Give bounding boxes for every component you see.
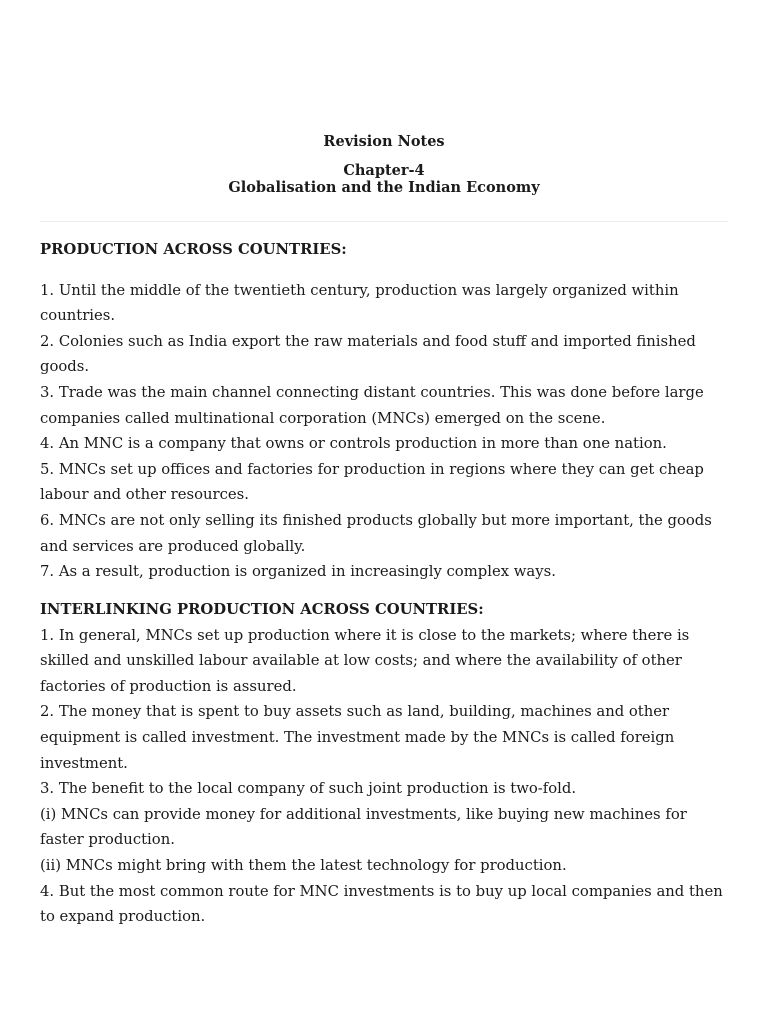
list-item: 5. MNCs set up offices and factories for production in regions where they can get cheap labour and other resources.: [40, 460, 704, 504]
document-title: Revision Notes: [323, 133, 445, 150]
list-item: 1. In general, MNCs set up production where it is close to the markets; where there is skilled and unskilled labour available at low costs; and where the availability of other factories of production is assured.: [40, 626, 690, 695]
section-production-across-countries: [40, 237, 728, 585]
header-divider: [40, 221, 728, 222]
list-item: 2. The money that is spent to buy assets such as land, building, machines and other equipment is called investment. The investment made by the MNCs is called foreign investment.: [40, 703, 675, 772]
list-item: 3. The benefit to the local company of such joint production is two-fold.: [40, 780, 577, 798]
chapter-subtitle: Globalisation and the Indian Economy: [228, 179, 540, 196]
list-item: 7. As a result, production is organized in increasingly complex ways.: [40, 563, 556, 581]
list-item: 3. Trade was the main channel connecting distant countries. This was done before large companies called multinational corporation (MNCs) emerged on the scene.: [40, 383, 704, 427]
section-interlinking-production: [40, 597, 728, 930]
chapter-label: Chapter-4: [343, 162, 425, 179]
list-item: 2. Colonies such as India export the raw materials and food stuff and imported finished goods.: [40, 332, 696, 376]
list-item: 4. An MNC is a company that owns or controls production in more than one nation.: [40, 435, 667, 453]
list-item: 6. MNCs are not only selling its finished products globally but more important, the goods and services are produced globally.: [40, 511, 712, 555]
section-heading: PRODUCTION ACROSS COUNTRIES:: [40, 241, 347, 258]
section-heading: INTERLINKING PRODUCTION ACROSS COUNTRIES:: [40, 601, 484, 618]
list-item: (ii) MNCs might bring with them the latest technology for production.: [40, 856, 567, 874]
list-item: (i) MNCs can provide money for additional investments, like buying new machines for faster production.: [40, 805, 687, 849]
list-item: 4. But the most common route for MNC investments is to buy up local companies and then to expand production.: [40, 882, 723, 926]
list-item: 1. Until the middle of the twentieth century, production was largely organized within countries.: [40, 281, 679, 325]
